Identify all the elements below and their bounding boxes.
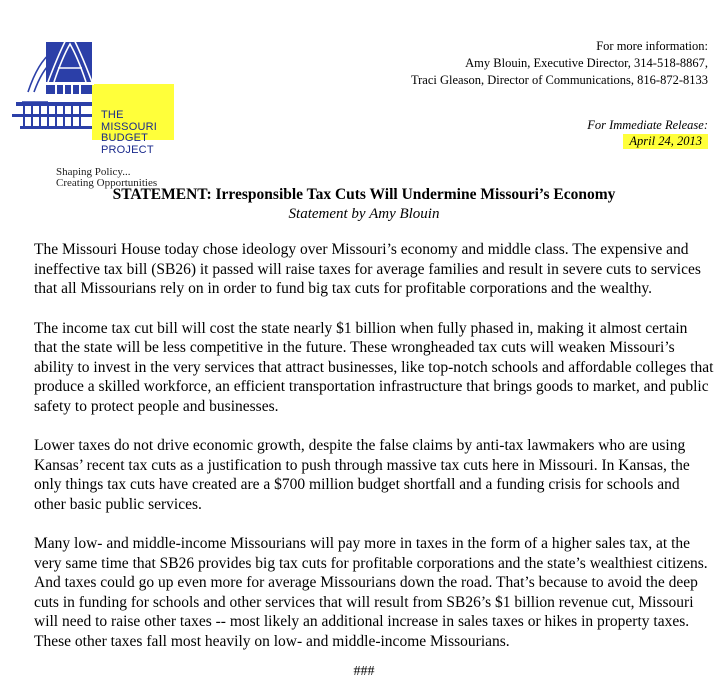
capitol-dome-logo-icon <box>8 22 188 147</box>
statement-body <box>34 240 714 671</box>
missouri-budget-project-logo <box>8 22 188 189</box>
contact-info <box>411 38 708 89</box>
end-mark: ### <box>353 664 375 679</box>
body-paragraph: The income tax cut bill will cost the state nearly $1 billion when fully phased in, making it almost certain that the state will be less competitive in the future. These wrongheaded tax cuts will weaken Missouri’s ability to invest in the very services that attract businesses, like top-notch schools and affordable colleges that produce a skilled workforce, an efficient transportation infrastructure that brings goods to market, and public safety to protect people and businesses. <box>34 319 714 415</box>
body-paragraph: Lower taxes do not drive economic growth, despite the false claims by anti-tax lawmakers who are using Kansas’ recent tax cuts as a justification to push through massive tax cuts here in Missouri. In Kansas, the only things tax cuts have created are a $700 million budget shortfall and a funding crisis for schools and other basic public services. <box>34 437 690 513</box>
logo-tagline: Shaping Policy... Creating Opportunities <box>56 166 158 189</box>
contact-communications-director: Traci Gleason, Director of Communications, 816-872-8133 <box>410 73 708 87</box>
contact-heading: For more information: <box>596 39 708 53</box>
release-label: For Immediate Release: <box>587 118 708 132</box>
body-paragraph: Many low- and middle-income Missourians will pay more in taxes in the form of a higher sales tax, at the very same time that SB26 provides big tax cuts for profitable corporations and the state’s wealthiest citizens. And taxes could go up even more for average Missourians down the road. That’s because to avoid the deep cuts in funding for schools and other services that will result from SB26’s $1 billion revenue cut, Missouri will need to raise other taxes -- most likely an additional increase in sales taxes or hikes in property taxes. These other taxes fall most heavily on low- and middle-income Missourians. <box>34 535 708 650</box>
statement-headline: STATEMENT: Irresponsible Tax Cuts Will Undermine Missouri’s Economy <box>112 186 616 203</box>
contact-executive-director: Amy Blouin, Executive Director, 314-518-8867, <box>465 56 708 70</box>
statement-byline: Statement by Amy Blouin <box>288 206 440 222</box>
body-paragraph: The Missouri House today chose ideology over Missouri’s economy and middle class. The expensive and ineffective tax bill (SB26) it passed will raise taxes for average families and result in severe cuts to services that all Missourians rely on in order to fund big tax cuts for profitable corporations and the wealthy. <box>34 241 701 297</box>
logo-org-name: THE MISSOURI BUDGET PROJECT <box>101 109 157 156</box>
release-date: April 24, 2013 <box>623 134 708 149</box>
release-info <box>587 118 708 149</box>
